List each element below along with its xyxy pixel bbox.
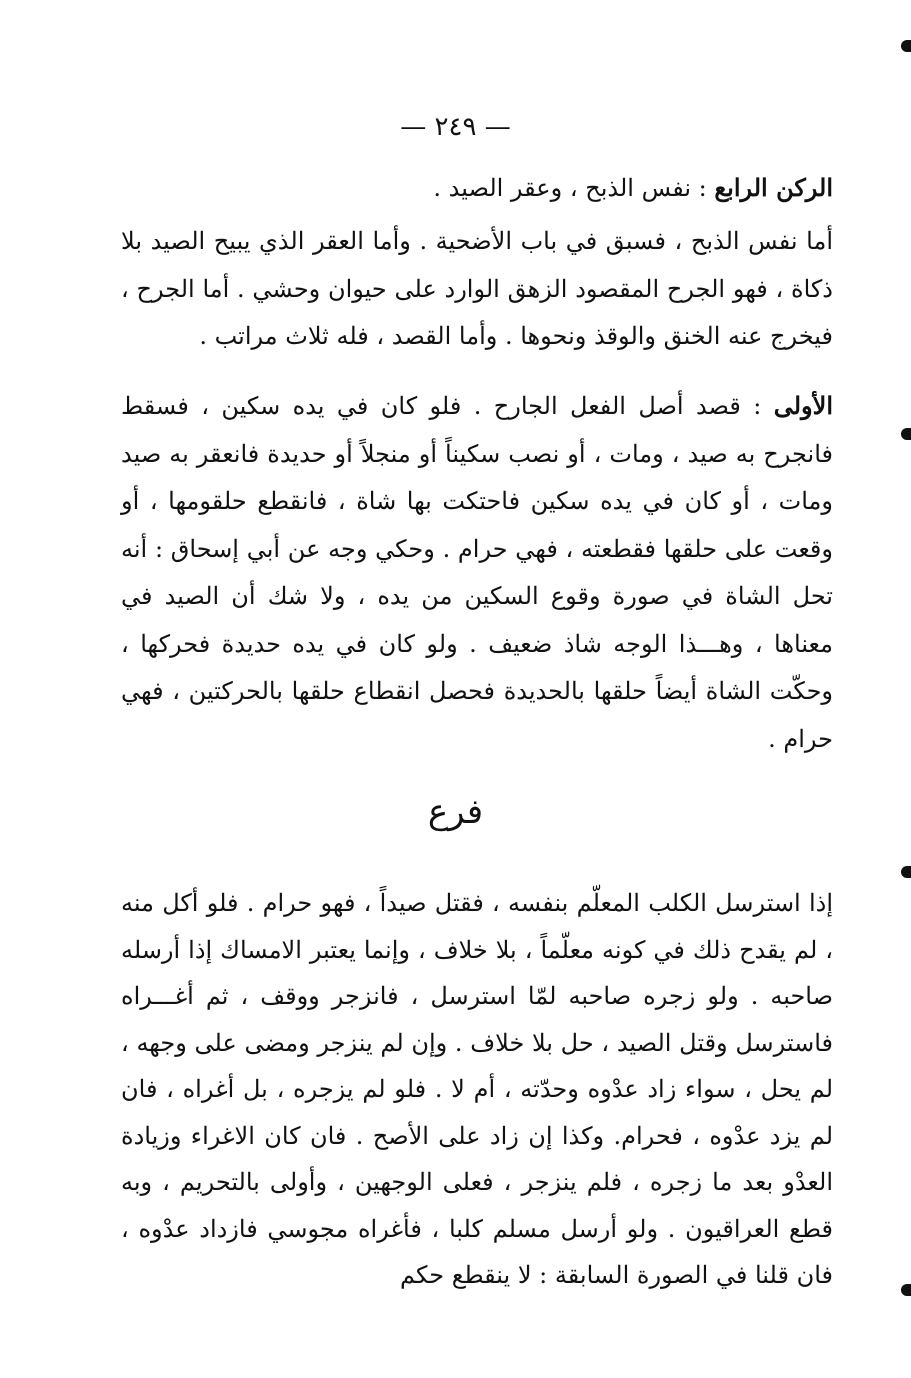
section-heading: فرع	[427, 792, 484, 832]
edge-mark	[901, 428, 911, 440]
page-number: — ٢٤٩ —	[400, 112, 511, 142]
paragraph-far	[121, 880, 833, 1299]
paragraph-definition	[121, 218, 833, 361]
paragraph-text: : نفس الذبح ، وعقر الصيد .	[433, 174, 707, 202]
edge-mark	[901, 40, 911, 52]
edge-mark	[901, 1284, 911, 1296]
paragraph-text: إذا استرسل الكلب المعلّم بنفسه ، فقتل صيداً ، فهو حرام . فلو أكل منه ، لم يقدح ذلك في كونه معلّماً ، بلا خلاف ، وإنما يعتبر الامساك إذا أرسله صاحبه . ولو زجره صاحبه لمّا استرسل ، فانزجر ووقف ، ثم أغـــراه فاسترسل وقتل الصيد ، حل بلا خلاف . وإن لم ينزجر ومضى على وجهه ، لم يحل ، سواء زاد عدْوه وحدّته ، أم لا . فلو لم يزجره ، بل أغراه ، فان لم يزد عدْوه ، فحرام. وكذا إن زاد على الأصح . فان كان الاغراء وزيادة العدْو بعد ما زجره ، فلم ينزجر ، فعلى الوجهين ، وأولى بالتحريم ، وبه قطع العراقيون . ولو أرسل مسلم كلبا ، فأغراه مجوسي فازداد عدْوه ، فان قلنا في الصورة السابقة : لا ينقطع حكم	[121, 889, 834, 1289]
edge-mark	[901, 866, 911, 878]
paragraph-lead: الأولى	[773, 391, 833, 420]
paragraph-text: : قصد أصل الفعل الجارح . فلو كان في يده سكين ، فسقط فانجرح به صيد ، ومات ، أو نصب سكيناً أو منجلاً أو حديدة فانعقر به صيد ومات ، أو كان في يده سكين فاحتكت بها شاة ، فانقطع حلقومها ، أو وقعت على حلقها فقطعته ، فهي حرام . وحكي وجه عن أبي إسحاق : أنه تحل الشاة في صورة وقوع السكين من يده ، ولا شك أن الصيد في معناها ، وهـــذا الوجه شاذ ضعيف . ولو كان في يده حديدة فحركها ، وحكّت الشاة أيضاً حلقها بالحديدة فحصل انقطاع حلقها بالحركتين ، فهي حرام .	[121, 392, 834, 753]
paragraph-first-rank	[121, 382, 833, 763]
paragraph-lead: الركن الرابع	[714, 173, 833, 202]
paragraph-text: أما نفس الذبح ، فسبق في باب الأضحية . وأما العقر الذي يبيح الصيد بلا ذكاة ، فهو الجرح المقصود الزهق الوارد على حيوان وحشي . أما الجرح ، فيخرج عنه الخنق والوقذ ونحوها . وأما القصد ، فله ثلاث مراتب .	[121, 227, 833, 350]
paragraph-rukn	[121, 164, 833, 213]
